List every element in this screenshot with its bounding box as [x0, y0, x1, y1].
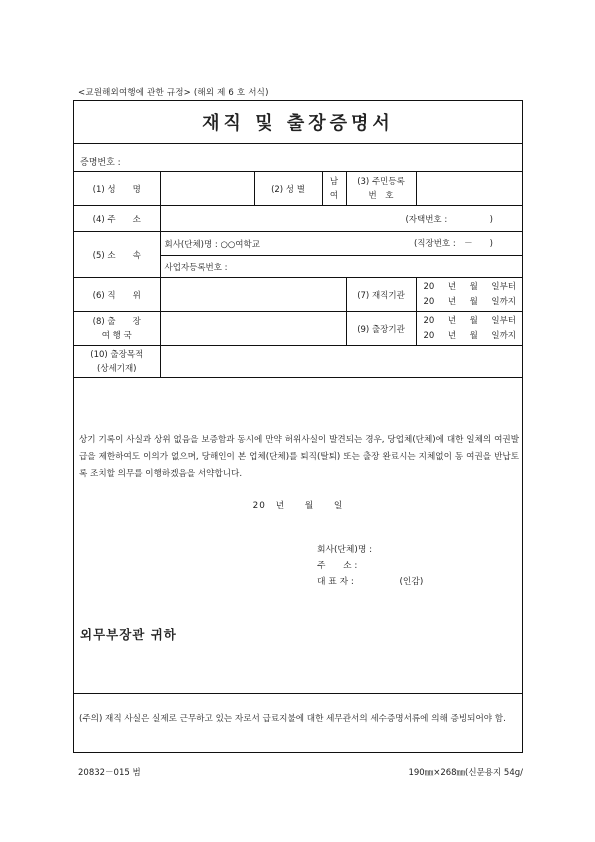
trip-period-field[interactable]: [416, 312, 523, 346]
employment-period-field[interactable]: [416, 278, 523, 312]
company-name: 회사(단체)명 : ○○여학교: [164, 239, 260, 250]
home-phone-label: (자택번호 : ): [405, 214, 493, 225]
notes-divider: [74, 693, 522, 694]
resident-number-field[interactable]: [416, 172, 523, 206]
employment-period-label: (7) 재직기관: [346, 278, 416, 312]
gender-female: 여: [329, 190, 339, 201]
business-reg-field[interactable]: [160, 256, 523, 278]
info-table: [74, 171, 523, 378]
name-label: (1) 성 명: [74, 172, 160, 206]
gender-options[interactable]: [322, 172, 346, 206]
name-field[interactable]: [160, 172, 254, 206]
sign-company: 회사(단체)명 :: [317, 545, 373, 555]
trip-from: 20 년 월 일부터: [423, 315, 516, 326]
cert-number-label: 증명번호 :: [80, 158, 121, 168]
addressee: 외무부장관 귀하: [80, 627, 177, 642]
address-field[interactable]: [160, 206, 523, 232]
position-field[interactable]: [160, 278, 346, 312]
trip-country-field[interactable]: [160, 312, 346, 346]
purpose-label: [74, 346, 160, 378]
title-row: [74, 101, 522, 144]
form-code: 20832－015 범: [78, 768, 141, 778]
business-reg-label: 사업자등록번호 :: [164, 262, 228, 273]
resident-label-line2: 번 호: [368, 190, 394, 201]
position-label: (6) 직 위: [74, 278, 160, 312]
paper-spec: 190㎜×268㎜(신문용지 54g/: [408, 768, 523, 778]
page-title: 재직 및 출장증명서: [202, 113, 394, 134]
caution-note: (주의) 재직 사실은 실제로 근무하고 있는 자로서 급료지불에 대한 세무관서의 세수증명서류에 의해 증빙되어야 함.: [79, 714, 506, 724]
gender-male: 남: [329, 176, 339, 187]
certificate-form: [73, 100, 523, 753]
affiliation-label: (5) 소 속: [74, 232, 160, 278]
trip-to: 20 년 월 일까지: [423, 330, 516, 341]
signature-block: [317, 542, 423, 590]
employment-to: 20 년 월 일까지: [423, 296, 516, 307]
seal-label: (인감): [399, 577, 424, 587]
purpose-label-line2: (상세기재): [97, 363, 137, 374]
date-line: 20 년 월 일: [252, 501, 344, 511]
trip-country-label: [74, 312, 160, 346]
employment-from: 20 년 월 일부터: [423, 281, 516, 292]
purpose-field[interactable]: [160, 346, 523, 378]
resident-label-line1: (3) 주민등록: [357, 176, 405, 187]
sign-address: 주 소 :: [317, 561, 358, 571]
company-field[interactable]: [160, 232, 523, 256]
work-phone-label: (직장번호 : － ): [413, 239, 493, 249]
trip-country-label-line1: (8) 출 장: [92, 316, 141, 327]
header-note: <교원해외여행에 관한 규정> (해외 제 6 호 서식): [78, 88, 269, 98]
trip-country-label-line2: 여 행 국: [101, 330, 132, 341]
purpose-label-line1: (10) 출장목적: [90, 349, 144, 360]
address-label: (4) 주 소: [74, 206, 160, 232]
sign-rep-line: [317, 574, 423, 590]
declaration-text: 상기 기록이 사실과 상위 없음을 보증함과 동시에 만약 허위사실이 발견되는 경우, 당업체(단체)에 대한 일체의 여권발급을 제한하여도 이의가 없으며, 당해인이 본 업체(단체)를 퇴직(탈퇴) 또는 출장 완료시는 지체없이 동 여권을 반납토록 조치할 의무를 이행하겠음을 서약합니다.: [79, 435, 519, 479]
gender-label: (2) 성 별: [254, 172, 322, 206]
sign-rep: 대 표 자 :: [317, 577, 354, 587]
trip-period-label: (9) 출장기관: [346, 312, 416, 346]
resident-label: [346, 172, 416, 206]
